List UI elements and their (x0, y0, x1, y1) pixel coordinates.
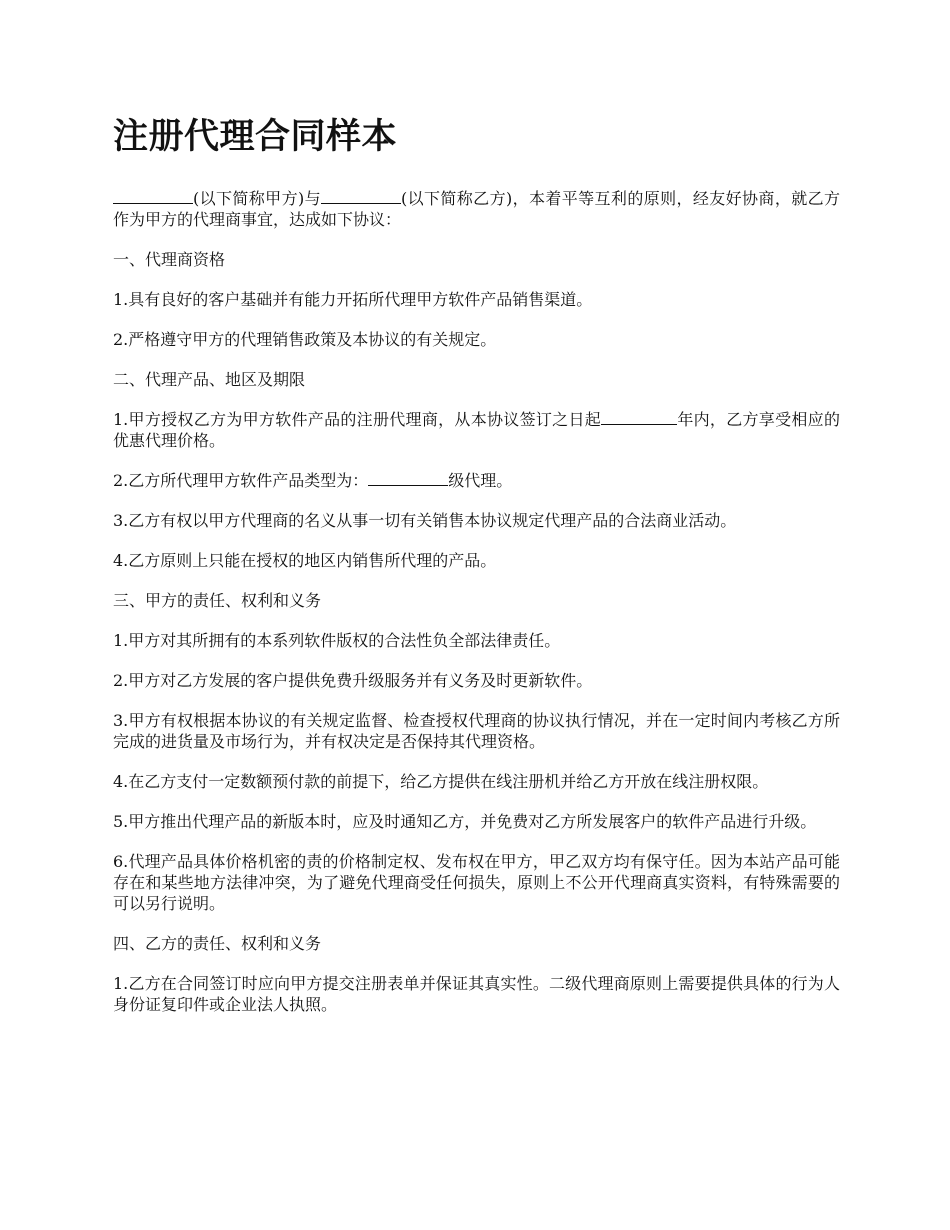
section-heading: 三、甲方的责任、权利和义务 (113, 591, 322, 610)
section-heading: 四、乙方的责任、权利和义务 (113, 934, 322, 953)
intro-paragraph (113, 188, 840, 230)
intro-text-1: (以下简称甲方)与 (193, 189, 321, 208)
level-blank (368, 470, 448, 486)
clause-text: 年内，乙方享受相应的优惠代理价格。 (113, 410, 840, 450)
document-page (113, 112, 840, 1034)
clause-text: 1.甲方授权乙方为甲方软件产品的注册代理商，从本协议签订之日起 (113, 410, 602, 429)
clause: 2.甲方对乙方发展的客户提供免费升级服务并有义务及时更新软件。 (113, 671, 593, 690)
years-blank (601, 409, 677, 425)
document-title: 注册代理合同样本 (113, 117, 398, 157)
party-a-blank (113, 188, 193, 204)
clause: 3.乙方有权以甲方代理商的名义从事一切有关销售本协议规定代理产品的合法商业活动。 (113, 511, 737, 530)
clause-text: 级代理。 (448, 471, 513, 490)
clause: 2.严格遵守甲方的代理销售政策及本协议的有关规定。 (113, 330, 497, 349)
section-heading: 二、代理产品、地区及期限 (113, 370, 306, 389)
clause: 5.甲方推出代理产品的新版本时，应及时通知乙方，并免费对乙方所发展客户的软件产品进行升级。 (113, 812, 817, 831)
party-b-blank (321, 188, 401, 204)
clause: 3.甲方有权根据本协议的有关规定监督、检查授权代理商的协议执行情况，并在一定时间内考核乙方所完成的进货量及市场行为，并有权决定是否保持其代理资格。 (113, 711, 840, 751)
clause: 6.代理产品具体价格机密的责的价格制定权、发布权在甲方，甲乙双方均有保守任。因为本站产品可能存在和某些地方法律冲突，为了避免代理商受任何损失，原则上不公开代理商真实资料，有特殊需要的可以另行说明。 (113, 852, 840, 913)
clause (113, 409, 840, 451)
clause: 4.乙方原则上只能在授权的地区内销售所代理的产品。 (113, 551, 497, 570)
clause (113, 470, 840, 491)
clause: 1.乙方在合同签订时应向甲方提交注册表单并保证其真实性。二级代理商原则上需要提供具体的行为人身份证复印件或企业法人执照。 (113, 974, 840, 1014)
clause: 1.甲方对其所拥有的本系列软件版权的合法性负全部法律责任。 (113, 631, 561, 650)
section-heading: 一、代理商资格 (113, 250, 226, 269)
intro-text-2: (以下简称乙方)，本着平等互利的原则，经友好协商，就乙方作为甲方的代理商事宜，达成如下协议： (113, 189, 840, 229)
clause-text: 2.乙方所代理甲方软件产品类型为： (113, 471, 369, 490)
clause: 1.具有良好的客户基础并有能力开拓所代理甲方软件产品销售渠道。 (113, 290, 593, 309)
clause: 4.在乙方支付一定数额预付款的前提下，给乙方提供在线注册机并给乙方开放在线注册权限。 (113, 772, 769, 791)
